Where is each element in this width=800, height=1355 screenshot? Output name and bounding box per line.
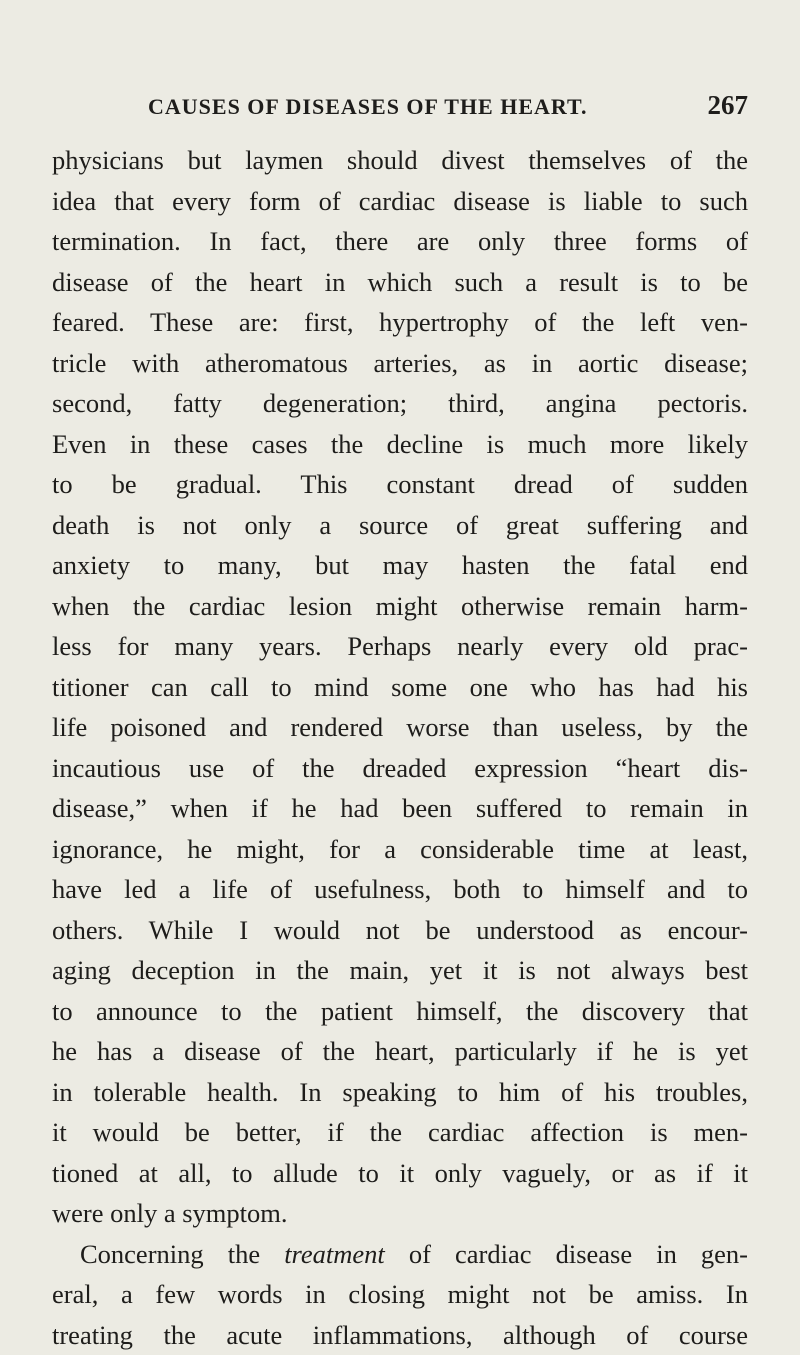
text-line: to be gradual. This constant dread of sudden	[52, 464, 748, 505]
text-line: second, fatty degeneration; third, angina pectoris.	[52, 383, 748, 424]
text-run: of cardiac disease in gen-	[385, 1239, 748, 1269]
text-line: tricle with atheromatous arteries, as in aortic disease;	[52, 343, 748, 384]
page-number: 267	[708, 90, 749, 121]
body-text	[52, 140, 748, 1355]
running-head	[52, 90, 748, 130]
text-line: were only a symptom.	[52, 1193, 748, 1234]
text-run: Concerning the	[80, 1239, 284, 1269]
text-line: ignorance, he might, for a considerable time at least,	[52, 829, 748, 870]
text-line: in tolerable health. In speaking to him of his troubles,	[52, 1072, 748, 1113]
text-line: feared. These are: first, hypertrophy of the left ven-	[52, 302, 748, 343]
text-line: it would be better, if the cardiac affection is men-	[52, 1112, 748, 1153]
text-line: termination. In fact, there are only three forms of	[52, 221, 748, 262]
text-line: tioned at all, to allude to it only vaguely, or as if it	[52, 1153, 748, 1194]
text-line: Even in these cases the decline is much more likely	[52, 424, 748, 465]
italic-term: treatment	[284, 1239, 385, 1269]
text-line: physicians but laymen should divest themselves of the	[52, 140, 748, 181]
text-line: disease of the heart in which such a result is to be	[52, 262, 748, 303]
text-line: he has a disease of the heart, particularly if he is yet	[52, 1031, 748, 1072]
text-line: have led a life of usefulness, both to himself and to	[52, 869, 748, 910]
text-line: titioner can call to mind some one who has had his	[52, 667, 748, 708]
text-line: less for many years. Perhaps nearly every old prac-	[52, 626, 748, 667]
text-line: others. While I would not be understood as encour-	[52, 910, 748, 951]
paragraph-opening-line	[52, 1234, 748, 1275]
text-line: incautious use of the dreaded expression “heart dis-	[52, 748, 748, 789]
text-line: idea that every form of cardiac disease is liable to such	[52, 181, 748, 222]
text-line: treating the acute inflammations, although of course	[52, 1315, 748, 1355]
text-line: death is not only a source of great suffering and	[52, 505, 748, 546]
text-line: life poisoned and rendered worse than useless, by the	[52, 707, 748, 748]
text-line: aging deception in the main, yet it is not always best	[52, 950, 748, 991]
text-line: eral, a few words in closing might not be amiss. In	[52, 1274, 748, 1315]
text-line: when the cardiac lesion might otherwise remain harm-	[52, 586, 748, 627]
text-line: disease,” when if he had been suffered to remain in	[52, 788, 748, 829]
text-line: to announce to the patient himself, the discovery that	[52, 991, 748, 1032]
text-line: anxiety to many, but may hasten the fatal end	[52, 545, 748, 586]
running-title: CAUSES OF DISEASES OF THE HEART.	[148, 94, 588, 120]
